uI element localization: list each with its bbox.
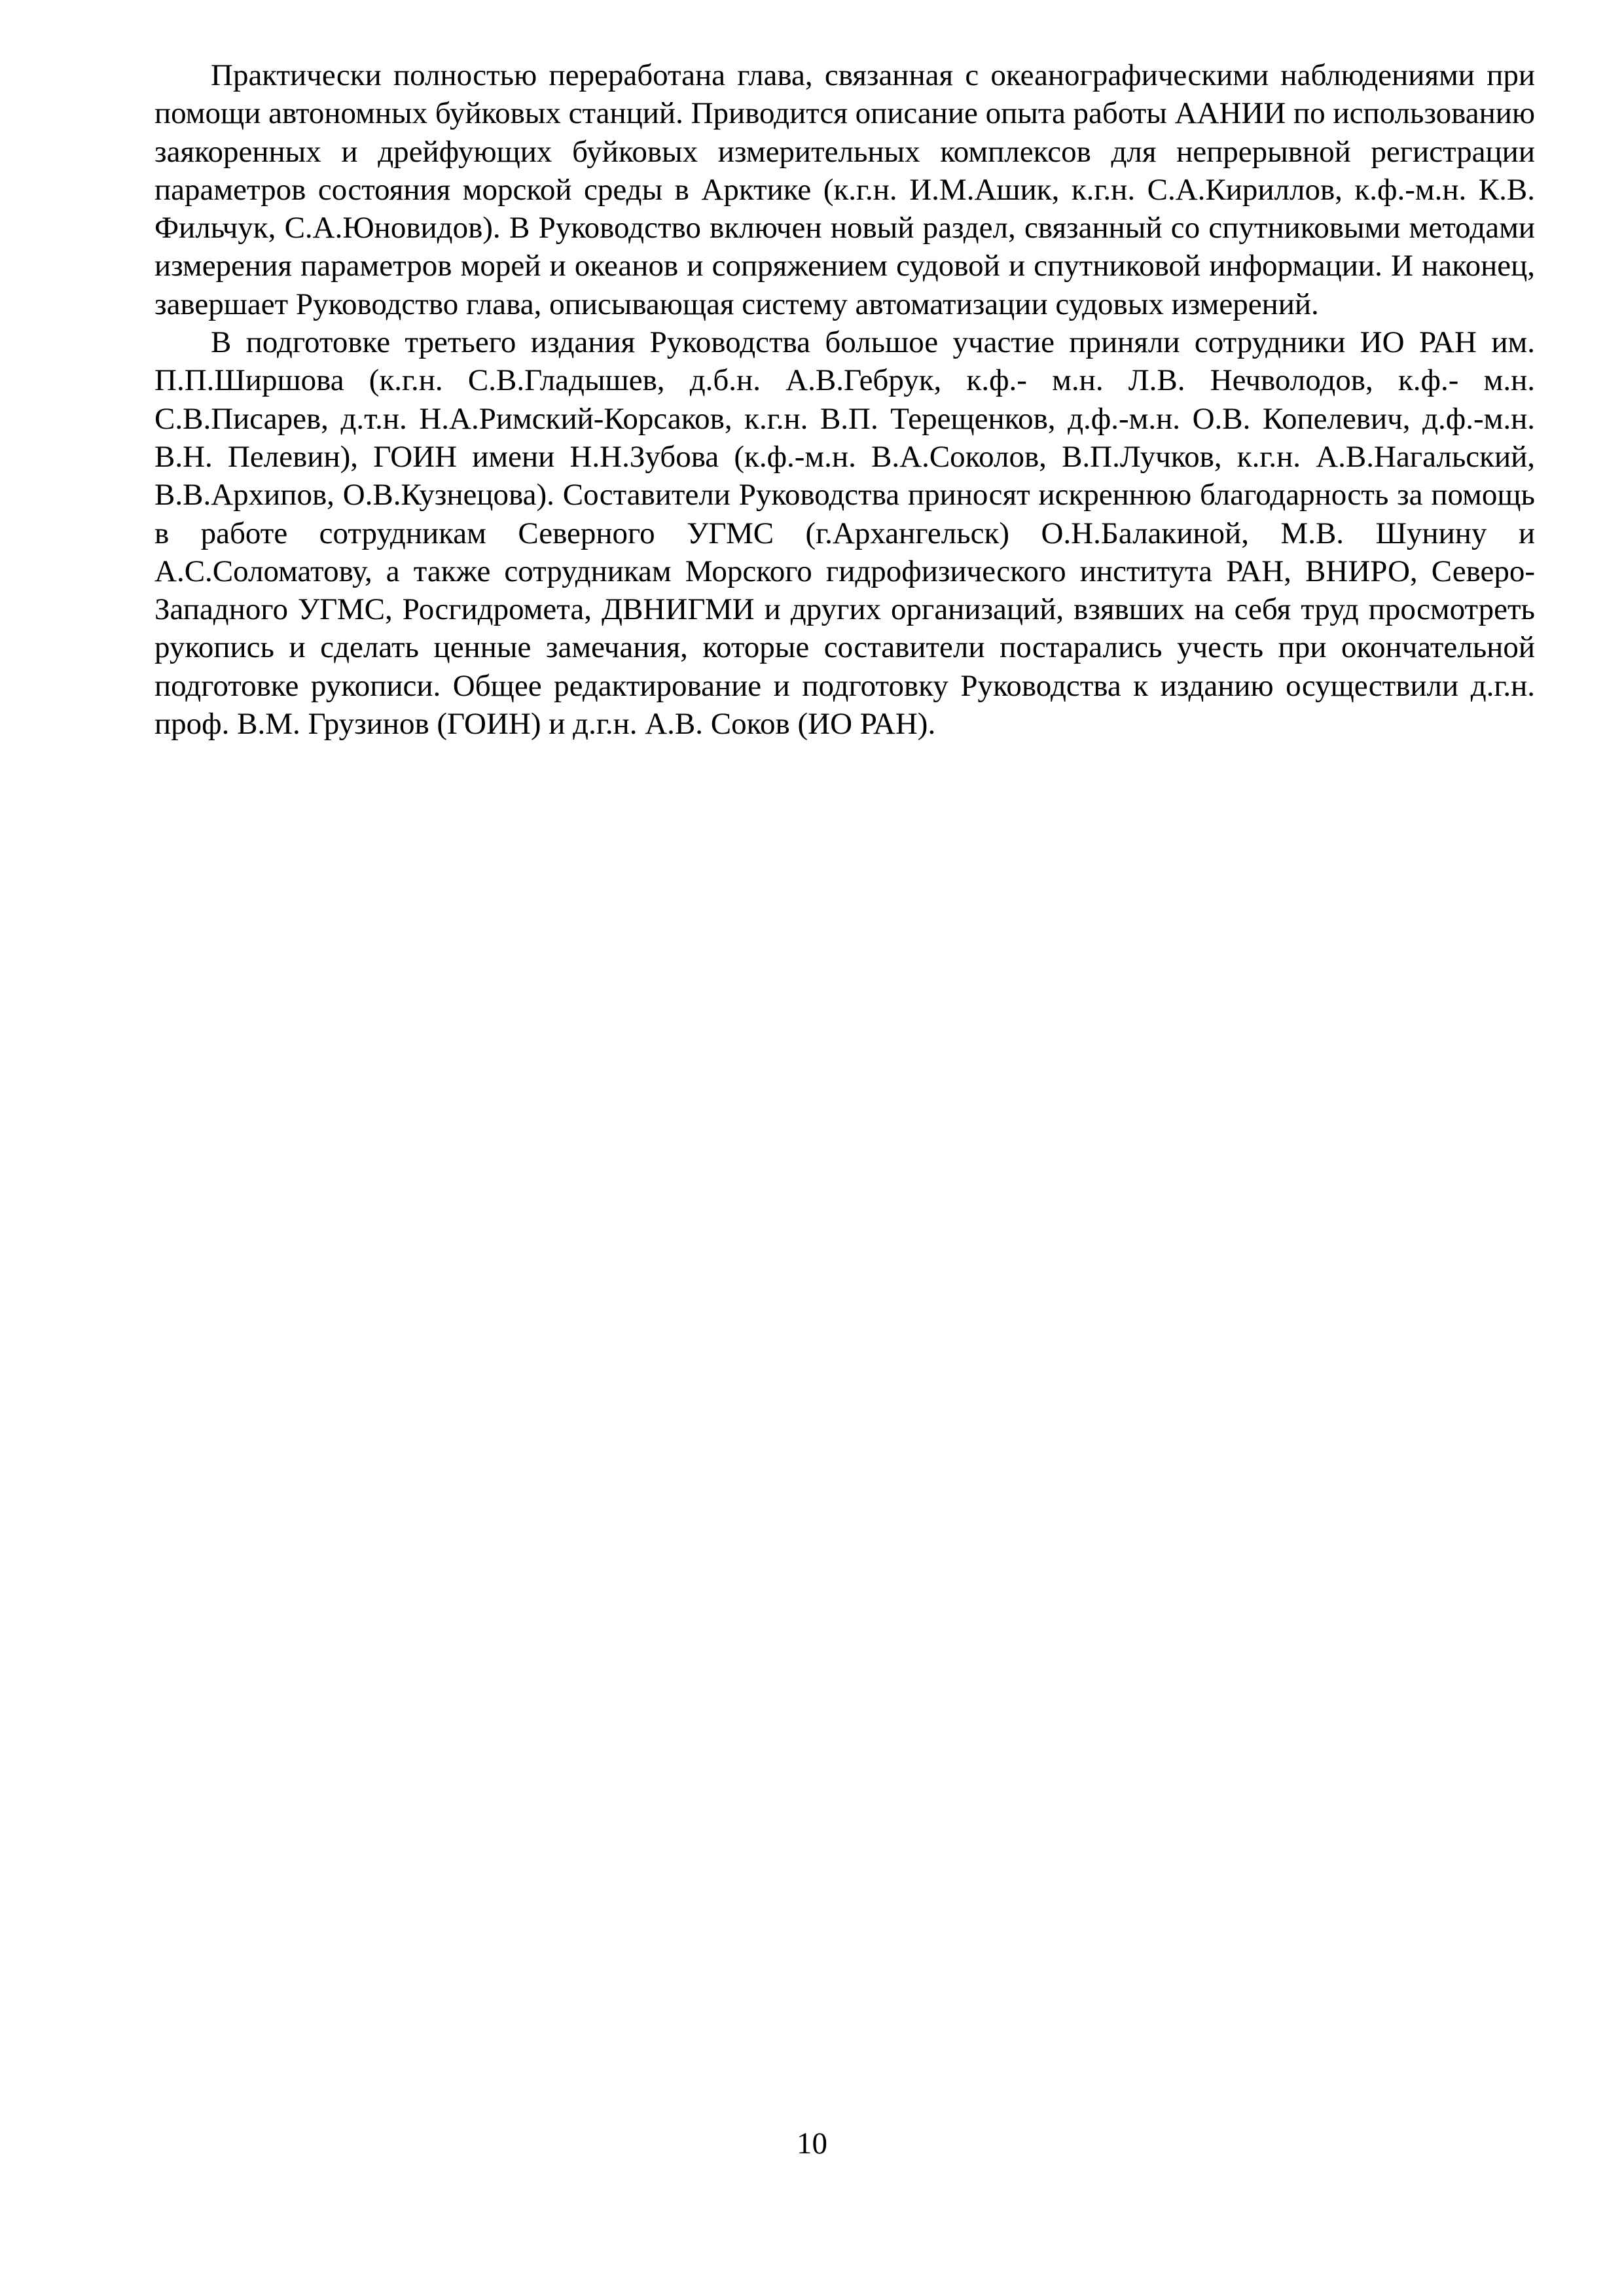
page-number: 10 [797,2126,827,2161]
body-text [154,56,1535,743]
paragraph-revised-chapters: Практически полностью переработана глава, связанная с океанографическими наблюдениями при помощи автономных буйковых станций. Приводится описание опыта работы ААНИИ по использованию заякоренных и дрейфующих буйковых измерительных комплексов для непрерывной регистрации параметров состояния морской среды в Арктике (к.г.н. И.М.Ашик, к.г.н. С.А.Кириллов, к.ф.-м.н. К.В. Фильчук, С.А.Юновидов). В Руководство включен новый раздел, связанный со спутниковыми методами измерения параметров морей и океанов и сопряжением судовой и спутниковой информации. И наконец, завершает Руководство глава, описывающая систему автоматизации судовых измерений. [154,58,1536,321]
paragraph-acknowledgements: В подготовке третьего издания Руководства большое участие приняли сотрудники ИО РАН им. П.П.Ширшова (к.г.н. С.В.Гладышев, д.б.н. А.В.Гебрук, к.ф.- м.н. Л.В. Нечволодов, к.ф.- м.н. С.В.Писарев, д.т.н. Н.А.Римский-Корсаков, к.г.н. В.П. Терещенков, д.ф.-м.н. О.В. Копелевич, д.ф.-м.н. В.Н. Пелевин), ГОИН имени Н.Н.Зубова (к.ф.-м.н. В.А.Соколов, В.П.Лучков, к.г.н. А.В.Нагальский, В.В.Архипов, О.В.Кузнецова). Составители Руководства приносят искреннюю благодарность за помощь в работе сотрудникам Северного УГМС (г.Архангельск) О.Н.Балакиной, М.В. Шунину и А.С.Соломатову, а также сотрудникам Морского гидрофизического института РАН, ВНИРО, Северо-Западного УГМС, Росгидромета, ДВНИГМИ и других организаций, взявших на себя труд просмотреть рукопись и сделать ценные замечания, которые составители постарались учесть при окончательной подготовке рукописи. Общее редактирование и подготовку Руководства к изданию осуществили д.г.н. проф. В.М. Грузинов (ГОИН) и д.г.н. А.В. Соков (ИО РАН). [154,325,1535,742]
